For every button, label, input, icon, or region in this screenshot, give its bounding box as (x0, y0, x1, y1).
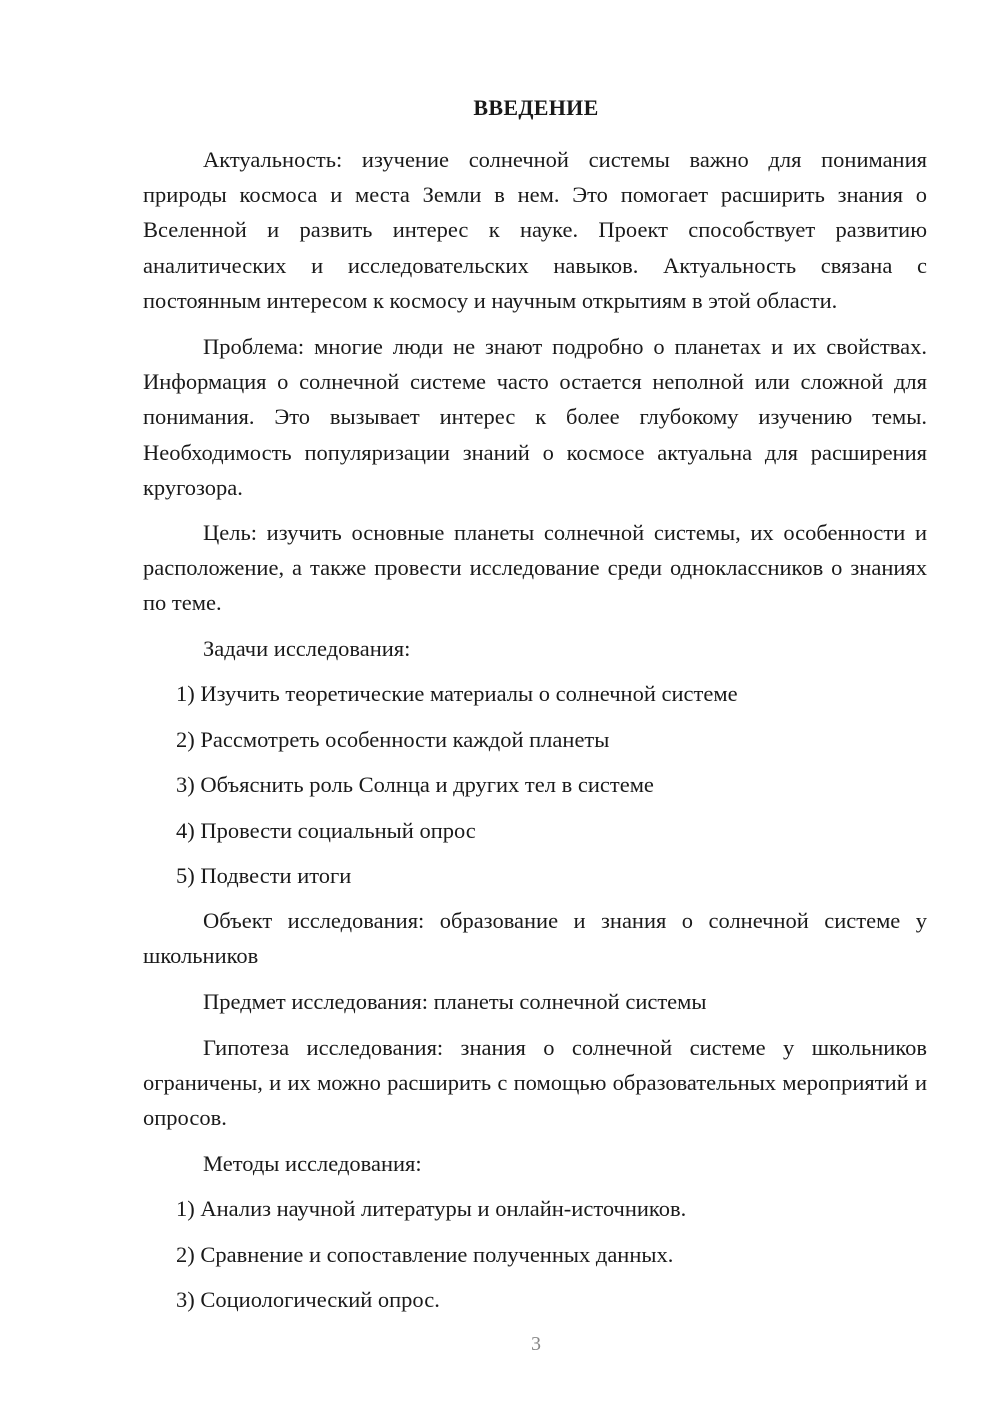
tasks-label-block (143, 631, 927, 666)
relevance-block (143, 142, 927, 318)
task-item-block (143, 813, 927, 848)
task-item-block (143, 722, 927, 757)
problem-paragraph: Проблема: многие люди не знают подробно о планетах и их свойствах. Информация о солнечной системе часто остается неполной или сложной для понимания. Это вызывает интерес к более глубокому изучению темы. Необходимость популяризации знаний о космосе актуальна для расширения кругозора. (143, 334, 927, 500)
problem-block (143, 329, 927, 505)
hypothesis-paragraph: Гипотеза исследования: знания о солнечной системе у школьников ограничены, и их можно расширить с помощью образовательных мероприятий и опросов. (143, 1035, 927, 1131)
object-paragraph: Объект исследования: образование и знания о солнечной системе у школьников (143, 908, 927, 969)
task-item: 3) Объяснить роль Солнца и других тел в системе (176, 772, 654, 797)
goal-block (143, 515, 927, 621)
page-number: 3 (531, 1333, 541, 1355)
tasks-label: Задачи исследования: (203, 636, 411, 661)
task-item-block (143, 676, 927, 711)
subject-block (143, 984, 927, 1019)
goal-paragraph: Цель: изучить основные планеты солнечной системы, их особенности и расположение, а также провести исследование среди одноклассников о знаниях по теме. (143, 520, 927, 616)
task-item-block (143, 767, 927, 802)
method-item: 3) Социологический опрос. (176, 1287, 440, 1312)
task-item: 5) Подвести итоги (176, 863, 352, 888)
object-block (143, 903, 927, 973)
methods-label-block (143, 1146, 927, 1181)
relevance-paragraph: Актуальность: изучение солнечной системы важно для понимания природы космоса и места Земли в нем. Это помогает расширить знания о Вселенной и развить интерес к науке. Проект способствует развитию аналитических и исследовательских навыков. Актуальность связана с постоянным интересом к космосу и научным открытиям в этой области. (143, 147, 927, 313)
section-heading: ВВЕДЕНИЕ (473, 95, 599, 120)
method-item-block (143, 1282, 927, 1317)
method-item-block (143, 1191, 927, 1226)
subject-paragraph: Предмет исследования: планеты солнечной системы (203, 989, 707, 1014)
method-item: 1) Анализ научной литературы и онлайн-источников. (176, 1196, 687, 1221)
methods-label: Методы исследования: (203, 1151, 422, 1176)
method-item-block (143, 1237, 927, 1272)
method-item: 2) Сравнение и сопоставление полученных данных. (176, 1242, 674, 1267)
task-item-block (143, 858, 927, 893)
task-item: 4) Провести социальный опрос (176, 818, 476, 843)
task-item: 1) Изучить теоретические материалы о солнечной системе (176, 681, 738, 706)
task-item: 2) Рассмотреть особенности каждой планеты (176, 727, 610, 752)
hypothesis-block (143, 1030, 927, 1136)
